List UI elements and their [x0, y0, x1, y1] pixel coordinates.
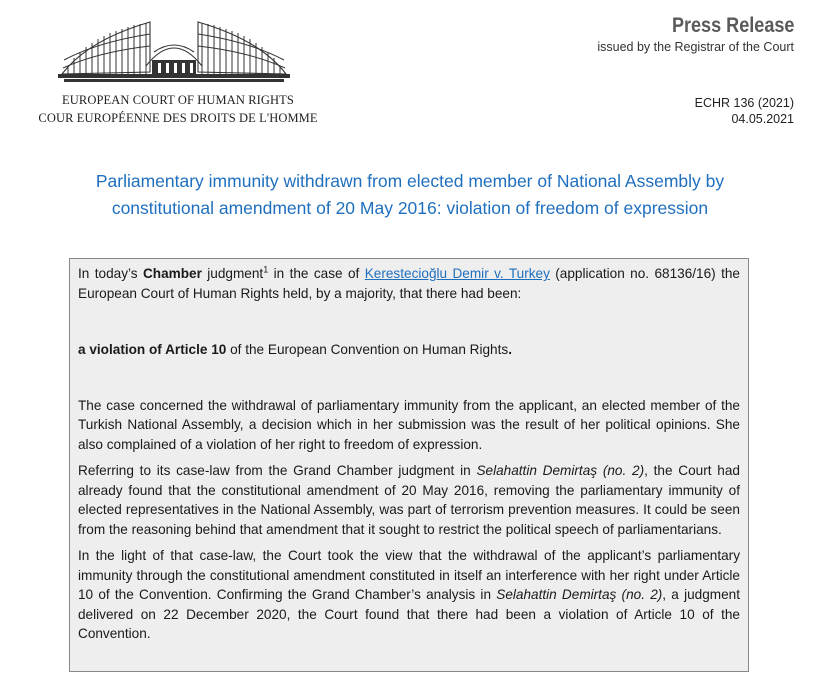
court-name-french: COUR EUROPÉENNE DES DROITS DE L'HOMME	[38, 111, 318, 125]
headline: Parliamentary immunity withdrawn from elected member of National Assembly by constitutional amendment of 20 May 2016: violation of freedom of expression	[95, 171, 725, 218]
summary-box	[69, 258, 749, 672]
reference-number: ECHR 136 (2021)	[694, 96, 794, 110]
conclusion-text-start: In the light of that case-law, the Court took the view that the withdrawal of the applicant’s parliamentary immunity through the constitutional amendment constituted in itself an interference with her right under Article 10 of the Convention. Confirming the Grand Chamber’s analysis in	[78, 548, 740, 602]
intro-text-mid: in the case of	[268, 266, 365, 281]
court-name-english: EUROPEAN COURT OF HUMAN RIGHTS	[62, 93, 294, 107]
footnote-marker[interactable]: 1	[263, 264, 269, 275]
summary-paragraph-conclusion	[78, 546, 740, 644]
case-link[interactable]: Kerestecioğlu Demir v. Turkey	[364, 266, 550, 281]
summary-paragraph-violation	[78, 340, 740, 360]
summary-paragraph-case: The case concerned the withdrawal of parliamentary immunity from the applicant, an elected member of the Turkish National Assembly, a decision which in her submission was the result of her political opinions. She also complained of a violation of her right to freedom of expression.	[78, 397, 740, 452]
violation-text: of the European Convention on Human Rights	[226, 342, 509, 357]
conclusion-text-end: , a judgment delivered on 22 December 2020, the Court found that there had been a violation of Article 10 of the Convention.	[78, 587, 741, 641]
reference-block	[695, 95, 794, 127]
caselaw-case-name: Selahattin Demirtaş (no. 2)	[476, 463, 645, 478]
chamber-label: Chamber	[142, 266, 202, 281]
intro-text-end: (application no. 68136/16) the European Court of Human Rights held, by a majority, that there had been:	[78, 266, 740, 301]
release-date: 04.05.2021	[731, 112, 794, 126]
court-building-logo-icon	[58, 12, 290, 86]
press-release-title: Press Release	[671, 14, 794, 37]
violation-period: .	[508, 342, 512, 357]
judgment-text: judgment	[201, 266, 264, 281]
violation-label: a violation of Article 10	[78, 342, 227, 357]
press-release-subtitle: issued by the Registrar of the Court	[597, 40, 794, 54]
caselaw-text-end: , the Court had already found that the constitutional amendment of 20 May 2016, removing the parliamentary immunity of elected representatives in the National Assembly, was part of terrorism prevention measures. It could be seen from the reasoning behind that amendment that it sought to restrict the political speech of parliamentarians.	[78, 463, 740, 537]
summary-paragraph-caselaw	[78, 461, 740, 539]
caselaw-text-start: Referring to its case-law from the Grand Chamber judgment in	[78, 463, 477, 478]
summary-paragraph-intro	[78, 264, 740, 303]
conclusion-case-name: Selahattin Demirtaş (no. 2)	[496, 587, 663, 602]
intro-text-start: In today’s	[78, 266, 143, 281]
